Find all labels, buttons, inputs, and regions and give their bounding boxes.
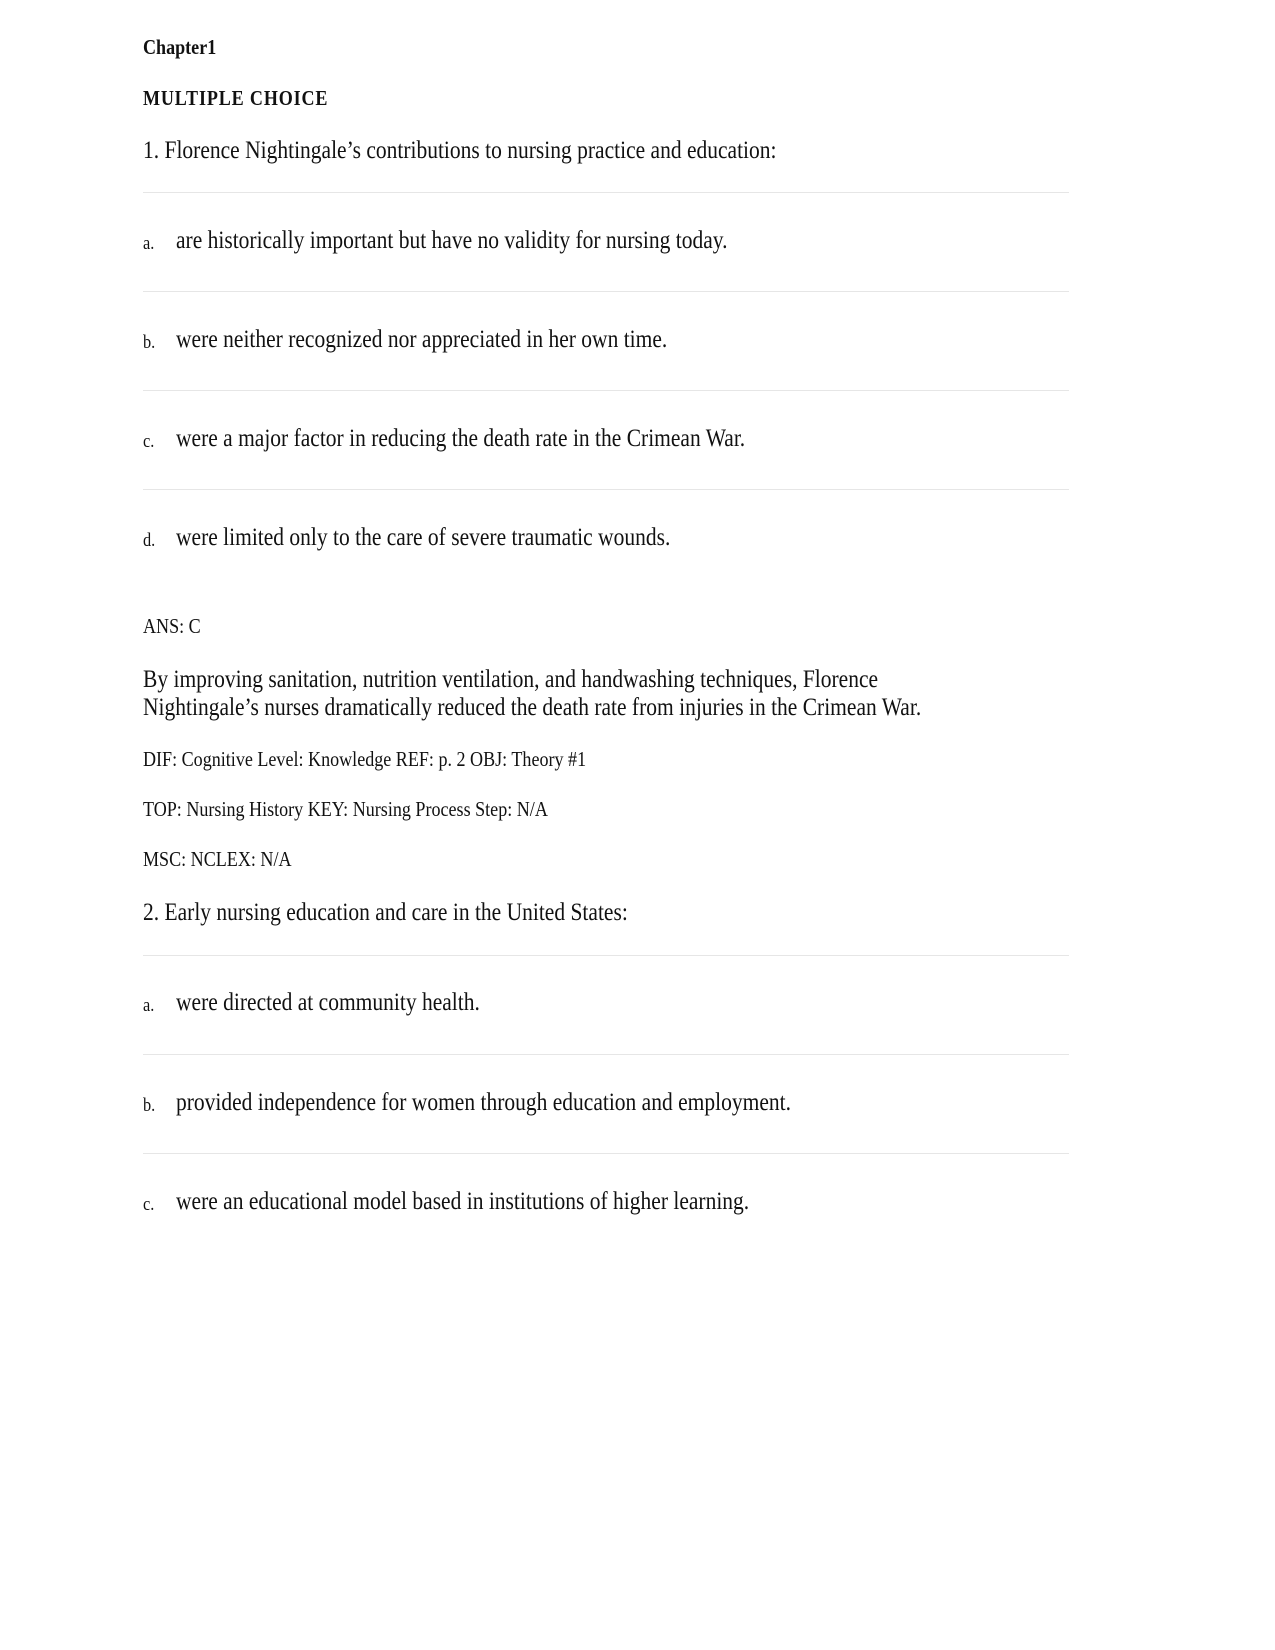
msc-meta: MSC: NCLEX: N/A	[143, 847, 292, 871]
option-text: are historically important but have no validity for nursing today.	[176, 227, 728, 254]
divider	[143, 489, 1069, 490]
section-heading: MULTIPLE CHOICE	[143, 86, 329, 110]
option-label: c.	[143, 1194, 155, 1215]
chapter-heading: Chapter1	[143, 35, 217, 59]
option-label: d.	[143, 530, 156, 551]
question-2-stem: 2. Early nursing education and care in the United States:	[143, 899, 628, 926]
question-1-stem: 1. Florence Nightingale’s contributions to nursing practice and education:	[143, 137, 777, 164]
option-text: were an educational model based in institutions of higher learning.	[176, 1188, 750, 1215]
difficulty-meta: DIF: Cognitive Level: Knowledge REF: p. 2 OBJ: Theory #1	[143, 747, 587, 771]
option-text: were neither recognized nor appreciated in her own time.	[176, 326, 668, 353]
rationale-line-1: By improving sanitation, nutrition ventilation, and handwashing techniques, Florence	[143, 666, 879, 693]
topic-meta: TOP: Nursing History KEY: Nursing Process Step: N/A	[143, 797, 548, 821]
divider	[143, 955, 1069, 956]
option-text: were limited only to the care of severe traumatic wounds.	[176, 524, 671, 551]
answer: ANS: C	[143, 614, 201, 638]
option-label: b.	[143, 332, 156, 353]
option-label: a.	[143, 995, 155, 1016]
option-label: c.	[143, 431, 155, 452]
option-text: were directed at community health.	[176, 989, 480, 1016]
option-label: b.	[143, 1095, 156, 1116]
option-text: were a major factor in reducing the death rate in the Crimean War.	[176, 425, 746, 452]
divider	[143, 1153, 1069, 1154]
divider	[143, 1054, 1069, 1055]
option-label: a.	[143, 233, 155, 254]
rationale-line-2: Nightingale’s nurses dramatically reduced the death rate from injuries in the Crimean War.	[143, 694, 922, 721]
divider	[143, 390, 1069, 391]
option-text: provided independence for women through education and employment.	[176, 1089, 791, 1116]
divider	[143, 192, 1069, 193]
divider	[143, 291, 1069, 292]
